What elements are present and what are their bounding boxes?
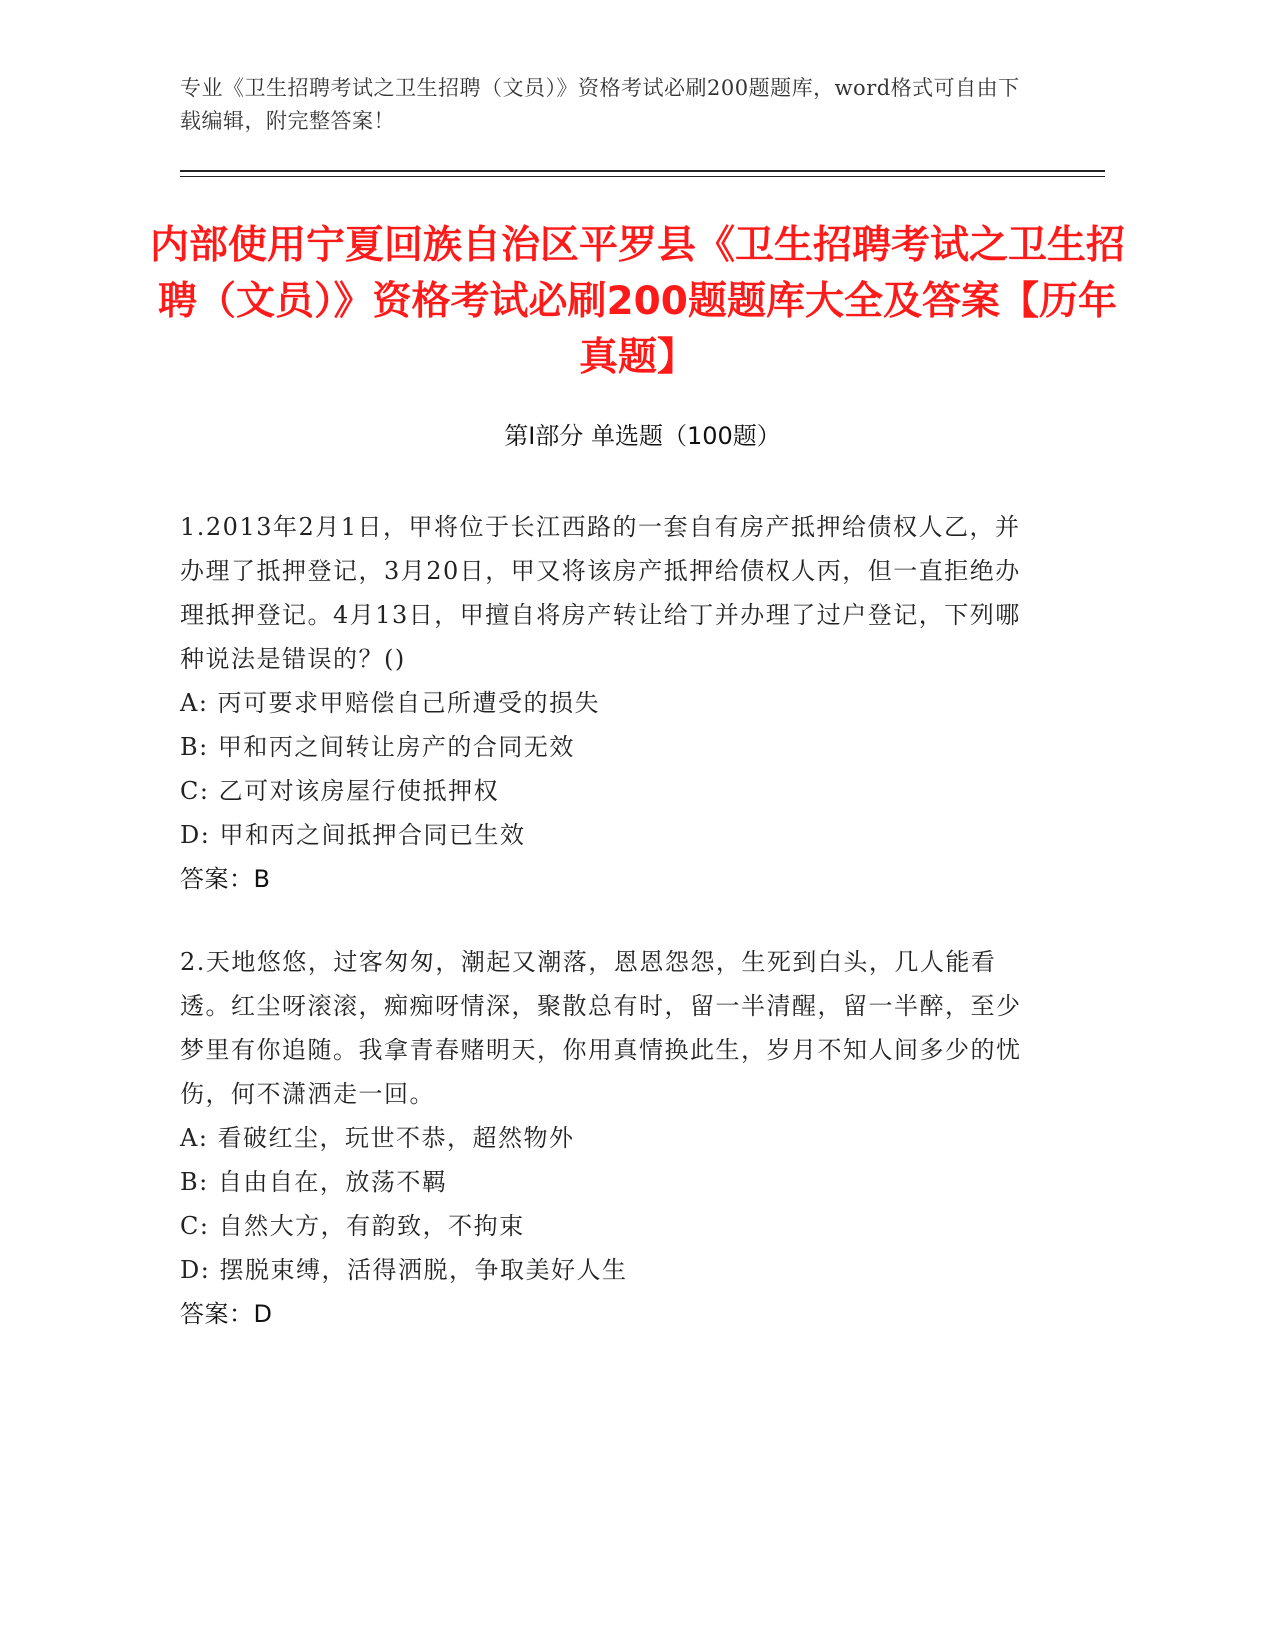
option-d: D: 甲和丙之间抵押合同已生效 [180, 821, 526, 849]
option-a: A: 看破红尘，玩世不恭，超然物外 [180, 1124, 575, 1152]
option-b: B: 甲和丙之间转让房产的合同无效 [180, 733, 575, 761]
option-a: A: 丙可要求甲赔偿自己所遭受的损失 [180, 689, 601, 717]
option-b: B: 自由自在，放荡不羁 [180, 1168, 448, 1196]
header-divider-thick [180, 170, 1105, 172]
document-title: 内部使用宁夏回族自治区平罗县《卫生招聘考试之卫生招聘（文员）》资格考试必刷200题题库大全及答案【历年真题】 [150, 223, 1126, 380]
header-divider-thin [180, 176, 1105, 177]
question-block [180, 505, 1030, 901]
answer-line: 答案：D [180, 1300, 273, 1328]
option-c: C: 乙可对该房屋行使抵押权 [180, 777, 500, 805]
question-stem: 1.2013年2月1日，甲将位于长江西路的一套自有房产抵押给债权人乙，并办理了抵押登记，3月20日，甲又将该房产抵押给债权人丙，但一直拒绝办理抵押登记。4月13日，甲擅自将房产转让给丁并办理了过户登记，下列哪种说法是错误的？() [180, 513, 1021, 673]
section-heading: 第I部分 单选题（100题） [504, 422, 781, 450]
question-block [180, 940, 1030, 1336]
option-d: D: 摆脱束缚，活得洒脱，争取美好人生 [180, 1256, 628, 1284]
answer-line: 答案：B [180, 865, 271, 893]
option-c: C: 自然大方，有韵致，不拘束 [180, 1212, 525, 1240]
header-note: 专业《卫生招聘考试之卫生招聘（文员）》资格考试必刷200题题库，word格式可自由下载编辑，附完整答案！ [180, 76, 1020, 133]
question-stem: 2.天地悠悠，过客匆匆，潮起又潮落，恩恩怨怨，生死到白头，几人能看透。红尘呀滚滚，痴痴呀情深，聚散总有时，留一半清醒，留一半醉，至少梦里有你追随。我拿青春赌明天，你用真情换此生，岁月不知人间多少的忧伤，何不潇洒走一回。 [180, 948, 1022, 1108]
